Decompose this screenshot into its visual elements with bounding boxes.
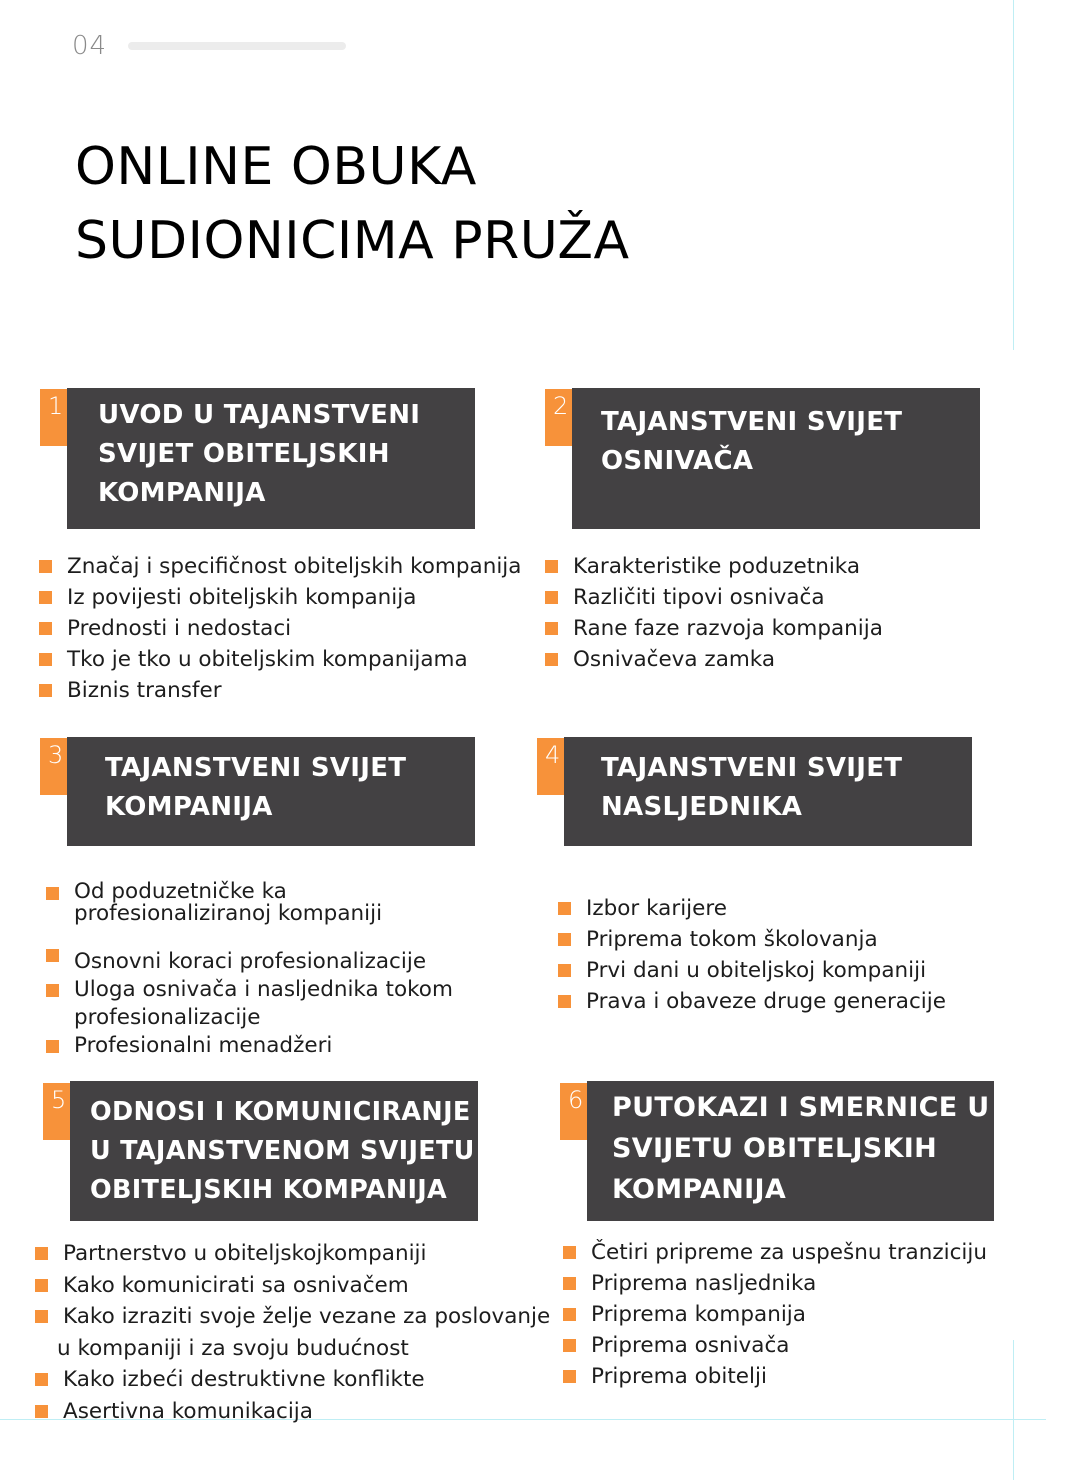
list-item-text: Prava i obaveze druge generacije	[586, 989, 946, 1014]
list-item	[46, 1031, 453, 1061]
list-item	[558, 924, 946, 955]
bullet-square-icon	[35, 1405, 48, 1418]
heading-line: KOMPANIJA	[105, 792, 273, 822]
heading-line: NASLJEDNIKA	[601, 792, 803, 822]
bullet-square-icon	[46, 984, 59, 997]
section-list-2	[545, 551, 883, 675]
section-list-6	[563, 1237, 987, 1392]
list-item-text: Prednosti i nedostaci	[67, 616, 292, 641]
header-divider	[128, 42, 346, 50]
heading-line: OSNIVAČA	[601, 446, 754, 476]
list-item	[39, 675, 521, 706]
page-title	[75, 130, 630, 278]
list-item-text: Od poduzetničke ka	[74, 879, 287, 904]
section-number-4: 4	[537, 738, 565, 795]
bullet-square-icon	[39, 684, 52, 697]
list-item-text: Priprema osnivača	[591, 1333, 790, 1358]
list-item-text: Profesionalni menadžeri	[74, 1033, 333, 1058]
bullet-square-icon	[46, 887, 59, 900]
list-item-text: Tko je tko u obiteljskim kompanijama	[67, 647, 468, 672]
heading-line: UVOD U TAJANSTVENI	[98, 400, 421, 430]
bullet-square-icon	[563, 1308, 576, 1321]
heading-line: SVIJET OBITELJSKIH	[98, 439, 390, 469]
guide-line	[1013, 0, 1014, 350]
list-item-continuation	[46, 903, 453, 925]
list-item-text: Rane faze razvoja kompanija	[573, 616, 883, 641]
heading-line: U TAJANSTVENOM SVIJETU	[90, 1136, 475, 1166]
list-item	[46, 947, 453, 976]
list-item	[545, 613, 883, 644]
bullet-square-icon	[545, 591, 558, 604]
list-item	[46, 976, 453, 1004]
list-item-text: Osnovni koraci profesionalizacije	[74, 949, 427, 974]
section-number-2: 2	[545, 389, 573, 446]
list-item-text: Osnivačeva zamka	[573, 647, 776, 672]
list-item-continuation	[35, 1333, 550, 1365]
bullet-square-icon	[558, 933, 571, 946]
section-heading-3	[67, 737, 475, 846]
heading-line: ODNOSI I KOMUNICIRANJE	[90, 1097, 471, 1127]
bullet-square-icon	[35, 1373, 48, 1386]
title-line: ONLINE OBUKA	[75, 137, 477, 197]
list-item-text: Karakteristike poduzetnika	[573, 554, 861, 579]
list-item	[39, 644, 521, 675]
bullet-square-icon	[558, 964, 571, 977]
list-item	[35, 1301, 550, 1333]
list-item	[558, 893, 946, 924]
list-item	[563, 1237, 987, 1268]
bullet-square-icon	[558, 995, 571, 1008]
list-item	[39, 582, 521, 613]
list-item	[563, 1268, 987, 1299]
list-item	[545, 582, 883, 613]
bullet-square-icon	[563, 1277, 576, 1290]
list-item-text: Priprema kompanija	[591, 1302, 806, 1327]
list-item-text: Iz povijesti obiteljskih kompanija	[67, 585, 417, 610]
bullet-square-icon	[35, 1247, 48, 1260]
list-item	[558, 986, 946, 1017]
bullet-square-icon	[35, 1279, 48, 1292]
list-item-text: Priprema tokom školovanja	[586, 927, 878, 952]
heading-line: TAJANSTVENI SVIJET	[105, 753, 407, 783]
bullet-square-icon	[39, 622, 52, 635]
list-item	[563, 1361, 987, 1392]
list-item	[46, 881, 453, 903]
bullet-square-icon	[563, 1339, 576, 1352]
list-item-text: Kako komunicirati sa osnivačem	[63, 1272, 409, 1298]
section-list-3	[46, 881, 453, 1061]
list-item-text: Značaj i specifičnost obiteljskih kompanija	[67, 554, 522, 579]
list-item	[545, 551, 883, 582]
list-item-text: Partnerstvo u obiteljskojkompaniji	[63, 1241, 427, 1266]
heading-line: KOMPANIJA	[612, 1174, 787, 1205]
heading-line: KOMPANIJA	[98, 478, 266, 508]
bullet-square-icon	[39, 560, 52, 573]
bullet-square-icon	[39, 591, 52, 604]
bullet-square-icon	[558, 902, 571, 915]
section-number-1: 1	[40, 389, 68, 446]
bullet-square-icon	[545, 653, 558, 666]
section-list-4	[558, 893, 946, 1017]
section-heading-2	[572, 388, 980, 529]
list-item-text: Asertivna komunikacija	[63, 1398, 313, 1424]
list-item	[35, 1364, 550, 1396]
list-item-text: Biznis transfer	[67, 678, 222, 703]
list-item-text: Izbor karijere	[586, 896, 727, 921]
list-item	[563, 1330, 987, 1361]
heading-line: OBITELJSKIH KOMPANIJA	[90, 1175, 448, 1205]
list-item-text: Četiri pripreme za uspešnu tranziciju	[591, 1240, 988, 1265]
list-item	[563, 1299, 987, 1330]
section-heading-4	[564, 737, 972, 846]
bullet-square-icon	[35, 1310, 48, 1323]
list-item-text: Priprema nasljednika	[591, 1271, 817, 1296]
list-item	[35, 1270, 550, 1302]
section-list-5	[35, 1238, 550, 1427]
list-item-text: profesionalizacije	[74, 1005, 261, 1030]
guide-line	[1013, 1340, 1014, 1480]
list-item-text: profesionaliziranoj kompaniji	[74, 901, 383, 926]
section-number-6: 6	[560, 1083, 588, 1140]
bullet-square-icon	[39, 653, 52, 666]
list-item	[35, 1238, 550, 1270]
list-item-text: Različiti tipovi osnivača	[573, 585, 825, 610]
bullet-square-icon	[46, 949, 59, 962]
list-item-text: Kako izbeći destruktivne konflikte	[63, 1367, 425, 1392]
list-item	[39, 551, 521, 582]
list-item-text: Uloga osnivača i nasljednika tokom	[74, 977, 453, 1002]
heading-line: SVIJETU OBITELJSKIH	[612, 1133, 938, 1164]
list-item-text: u kompaniji i za svoju budućnost	[57, 1335, 409, 1361]
section-heading-1	[67, 388, 475, 529]
list-item-text: Kako izraziti svoje želje vezane za poslovanje	[63, 1304, 551, 1329]
section-heading-5	[70, 1081, 478, 1221]
section-number-5: 5	[43, 1083, 71, 1140]
bullet-square-icon	[563, 1370, 576, 1383]
section-list-1	[39, 551, 521, 706]
heading-line: TAJANSTVENI SVIJET	[601, 753, 903, 783]
list-item	[35, 1396, 550, 1428]
list-item-text: Prvi dani u obiteljskoj kompaniji	[586, 958, 927, 983]
list-item	[558, 955, 946, 986]
bullet-square-icon	[545, 560, 558, 573]
bullet-square-icon	[563, 1246, 576, 1259]
section-number-3: 3	[40, 738, 68, 795]
section-heading-6	[587, 1081, 994, 1221]
list-item	[545, 644, 883, 675]
list-item	[39, 613, 521, 644]
page-number: 04	[72, 31, 108, 61]
list-item-continuation	[46, 1004, 453, 1031]
heading-line: TAJANSTVENI SVIJET	[601, 407, 903, 437]
heading-line: PUTOKAZI I SMERNICE U	[612, 1092, 990, 1123]
bullet-square-icon	[545, 622, 558, 635]
bullet-square-icon	[46, 1040, 59, 1053]
list-item-text: Priprema obitelji	[591, 1364, 767, 1389]
title-line: SUDIONICIMA PRUŽA	[75, 211, 630, 271]
